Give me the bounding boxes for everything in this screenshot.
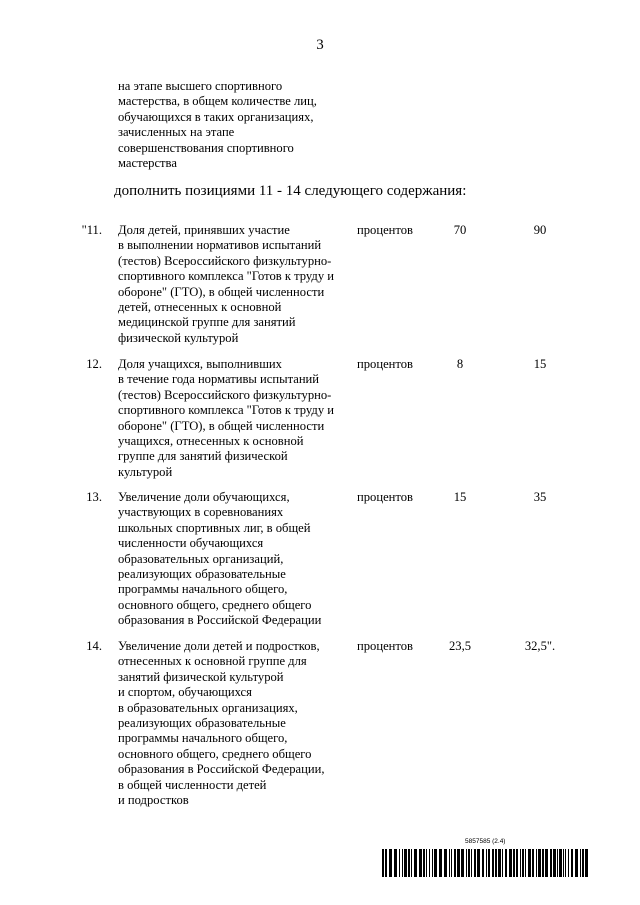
row-unit: процентов bbox=[357, 490, 413, 504]
text-line: (тестов) Всероссийского физкультурно- bbox=[118, 253, 332, 268]
text-line: основного общего, среднего общего bbox=[118, 746, 312, 761]
text-line: в выполнении нормативов испытаний bbox=[118, 238, 322, 253]
text-line: в течение года нормативы испытаний bbox=[118, 372, 320, 387]
text-line: в общей численности детей bbox=[118, 777, 267, 792]
text-line: мастерства bbox=[118, 156, 177, 171]
row-number: 12. bbox=[86, 357, 102, 371]
text-line: детей, отнесенных к основной bbox=[118, 300, 282, 315]
text-line: основного общего, среднего общего bbox=[118, 597, 312, 612]
text-line: физической культурой bbox=[118, 330, 239, 345]
text-line: программы начального общего, bbox=[118, 731, 288, 746]
row-value-first: 23,5 bbox=[448, 639, 472, 653]
continuation-text bbox=[118, 79, 348, 171]
row-value-first: 70 bbox=[453, 223, 467, 237]
text-line: участвующих в соревнованиях bbox=[118, 505, 284, 520]
text-line: отнесенных к основной группе для bbox=[118, 654, 307, 669]
row-description bbox=[118, 223, 353, 346]
row-value-second: 15 bbox=[533, 357, 547, 371]
text-line: спортивного комплекса "Готов к труду и bbox=[118, 403, 335, 418]
text-line: Доля детей, принявших участие bbox=[118, 223, 290, 237]
text-line: совершенствования спортивного bbox=[118, 140, 294, 155]
row-number: "11. bbox=[81, 223, 102, 237]
row-value-second: 90 bbox=[533, 223, 547, 237]
text-line: мастерства, в общем количестве лиц, bbox=[118, 94, 317, 109]
amendment-heading: дополнить позициями 11 - 14 следующего содержания: bbox=[114, 183, 467, 199]
row-value-second: 35 bbox=[533, 490, 547, 504]
text-line: реализующих образовательные bbox=[118, 716, 286, 731]
text-line: программы начального общего, bbox=[118, 582, 288, 597]
row-value-first: 15 bbox=[453, 490, 467, 504]
text-line: Увеличение доли обучающихся, bbox=[118, 490, 290, 504]
row-description bbox=[118, 490, 353, 629]
text-line: образования в Российской Федерации, bbox=[118, 762, 325, 777]
text-line: (тестов) Всероссийского физкультурно- bbox=[118, 387, 332, 402]
text-line: культурой bbox=[118, 464, 173, 479]
text-line: численности обучающихся bbox=[118, 536, 264, 551]
barcode-icon bbox=[382, 849, 588, 877]
text-line: образовательных организаций, bbox=[118, 551, 284, 566]
text-line: реализующих образовательные bbox=[118, 567, 286, 582]
text-line: зачисленных на этапе bbox=[118, 125, 235, 140]
text-line: и спортом, обучающихся bbox=[118, 685, 252, 700]
text-line: занятий физической культурой bbox=[118, 669, 284, 684]
row-value-second: 32,5". bbox=[524, 639, 556, 653]
row-description bbox=[118, 639, 353, 808]
page-number: 3 bbox=[316, 37, 324, 53]
text-line: обучающихся в таких организациях, bbox=[118, 109, 314, 124]
text-line: медицинской группе для занятий bbox=[118, 315, 296, 330]
text-line: школьных спортивных лиг, в общей bbox=[118, 520, 311, 535]
row-unit: процентов bbox=[357, 223, 413, 237]
row-value-first: 8 bbox=[456, 357, 464, 371]
row-unit: процентов bbox=[357, 357, 413, 371]
text-line: обороне" (ГТО), в общей численности bbox=[118, 418, 325, 433]
barcode-number: 5857585 (2.4) bbox=[465, 838, 506, 845]
row-unit: процентов bbox=[357, 639, 413, 653]
text-line: спортивного комплекса "Готов к труду и bbox=[118, 269, 335, 284]
text-line: и подростков bbox=[118, 793, 189, 808]
text-line: образования в Российской Федерации bbox=[118, 613, 322, 628]
row-description bbox=[118, 357, 353, 480]
text-line: учащихся, отнесенных к основной bbox=[118, 434, 304, 449]
row-number: 14. bbox=[86, 639, 102, 653]
text-line: на этапе высшего спортивного bbox=[118, 79, 283, 93]
text-line: Увеличение доли детей и подростков, bbox=[118, 639, 320, 653]
text-line: в образовательных организациях, bbox=[118, 700, 298, 715]
text-line: Доля учащихся, выполнивших bbox=[118, 357, 282, 371]
text-line: обороне" (ГТО), в общей численности bbox=[118, 284, 325, 299]
text-line: группе для занятий физической bbox=[118, 449, 288, 464]
row-number: 13. bbox=[86, 490, 102, 504]
